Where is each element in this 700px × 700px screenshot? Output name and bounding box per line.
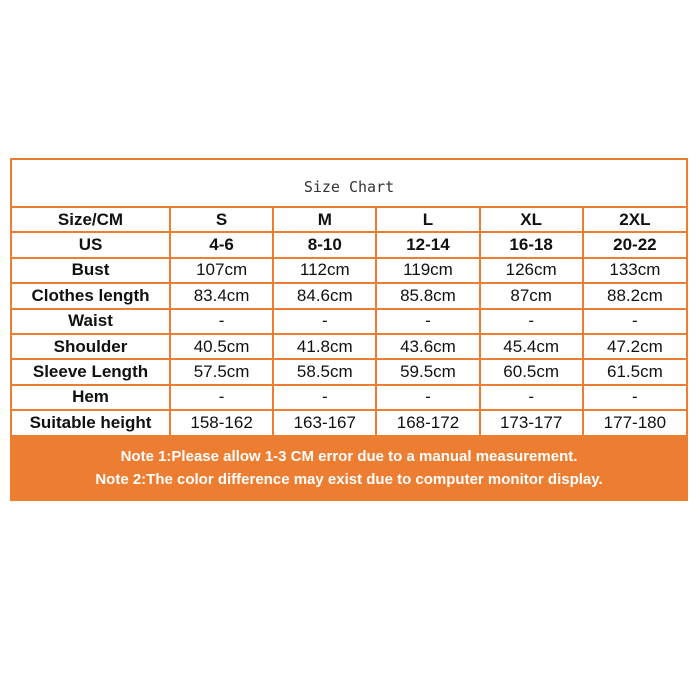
- note-1: Note 1:Please allow 1-3 CM error due to a manual measurement.: [120, 447, 578, 465]
- table-row-suitable-height: [12, 410, 686, 435]
- table-cell: 43.6cm: [376, 334, 479, 359]
- table-cell: 158-162: [170, 410, 273, 435]
- row-label: Suitable height: [12, 410, 170, 435]
- row-label: US: [12, 232, 170, 257]
- table-cell: 126cm: [480, 258, 583, 283]
- table-cell: -: [583, 385, 686, 410]
- table-cell: 16-18: [480, 232, 583, 257]
- table-cell: 57.5cm: [170, 359, 273, 384]
- chart-title: Size Chart: [12, 160, 686, 208]
- table-cell: -: [376, 309, 479, 334]
- table-cell: -: [480, 385, 583, 410]
- row-label: Bust: [12, 258, 170, 283]
- table-row-clothes-length: [12, 283, 686, 308]
- table-cell: 40.5cm: [170, 334, 273, 359]
- table-cell: 45.4cm: [480, 334, 583, 359]
- table-cell: 133cm: [583, 258, 686, 283]
- header-row: [12, 208, 686, 232]
- table-cell: 163-167: [273, 410, 376, 435]
- table-cell: 168-172: [376, 410, 479, 435]
- header-cell-m: M: [273, 208, 376, 232]
- notes-banner: [12, 437, 686, 499]
- table-row-shoulder: [12, 334, 686, 359]
- header-cell-xl: XL: [480, 208, 583, 232]
- table-cell: 59.5cm: [376, 359, 479, 384]
- table-cell: 84.6cm: [273, 283, 376, 308]
- table-cell: 47.2cm: [583, 334, 686, 359]
- table-cell: -: [170, 309, 273, 334]
- table-cell: 85.8cm: [376, 283, 479, 308]
- size-chart: [10, 158, 688, 501]
- row-label: Sleeve Length: [12, 359, 170, 384]
- table-cell: 61.5cm: [583, 359, 686, 384]
- table-cell: 8-10: [273, 232, 376, 257]
- table-row-waist: [12, 309, 686, 334]
- table-cell: 41.8cm: [273, 334, 376, 359]
- header-cell-size-cm: Size/CM: [12, 208, 170, 232]
- table-cell: 4-6: [170, 232, 273, 257]
- table-cell: 88.2cm: [583, 283, 686, 308]
- size-table: [12, 208, 686, 437]
- table-cell: 12-14: [376, 232, 479, 257]
- table-cell: 173-177: [480, 410, 583, 435]
- table-cell: 112cm: [273, 258, 376, 283]
- table-cell: 20-22: [583, 232, 686, 257]
- table-cell: -: [376, 385, 479, 410]
- table-cell: -: [273, 385, 376, 410]
- table-cell: 60.5cm: [480, 359, 583, 384]
- table-cell: -: [583, 309, 686, 334]
- row-label: Waist: [12, 309, 170, 334]
- table-row-hem: [12, 385, 686, 410]
- header-cell-2xl: 2XL: [583, 208, 686, 232]
- table-cell: 107cm: [170, 258, 273, 283]
- row-label: Clothes length: [12, 283, 170, 308]
- row-label: Hem: [12, 385, 170, 410]
- table-row-us: [12, 232, 686, 257]
- row-label: Shoulder: [12, 334, 170, 359]
- table-cell: 58.5cm: [273, 359, 376, 384]
- table-row-bust: [12, 258, 686, 283]
- header-cell-l: L: [376, 208, 479, 232]
- table-cell: -: [480, 309, 583, 334]
- table-cell: 177-180: [583, 410, 686, 435]
- table-cell: 83.4cm: [170, 283, 273, 308]
- note-2: Note 2:The color difference may exist due to computer monitor display.: [95, 470, 603, 488]
- table-row-sleeve-length: [12, 359, 686, 384]
- table-cell: 119cm: [376, 258, 479, 283]
- table-cell: -: [273, 309, 376, 334]
- header-cell-s: S: [170, 208, 273, 232]
- table-cell: 87cm: [480, 283, 583, 308]
- table-cell: -: [170, 385, 273, 410]
